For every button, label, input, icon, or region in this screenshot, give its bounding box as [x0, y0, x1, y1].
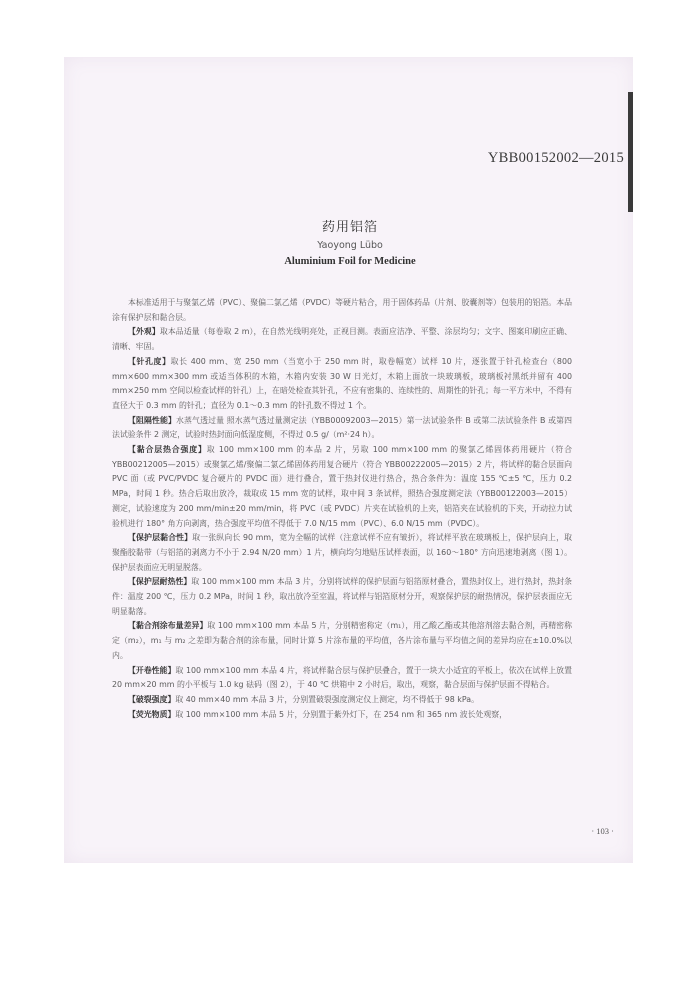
intro-paragraph: 本标准适用于与聚氯乙烯（PVC）、聚偏二氯乙烯（PVDC）等硬片粘合，用于固体药品（片剂、胶囊剂等）包装用的铝箔。本品涂有保护层和黏合层。	[112, 298, 572, 322]
section-coating-variation: 【黏合剂涂布量差异】取 100 mm×100 mm 本品 5 片，分别精密称定（m₁），用乙酸乙酯或其他溶剂溶去黏合剂，再精密称定（m₂），m₁ 与 m₂ 之差即为黏合剂的涂布量，同时计算 5 片涂布量的平均值，各片涂布量与平均值之间的差异均应在±10.0%以内。	[112, 621, 572, 660]
section-appearance: 【外观】取本品适量（每卷取 2 m），在自然光线明亮处，正视目测。表面应洁净、平整、涂层均匀；文字、图案印刷应正确、清晰、牢固。	[112, 327, 572, 352]
title-english: Aluminium Foil for Medicine	[284, 256, 416, 267]
title-chinese: 药用铝箔	[321, 220, 378, 235]
page-number: · 103 ·	[591, 826, 614, 836]
title-pinyin: Yaoyong Lübo	[317, 240, 383, 251]
section-protective-adhesion: 【保护层黏合性】取一张纵向长 90 mm，宽为全幅的试样（注意试样不应有皱折），将试样平放在玻璃板上，保护层向上，取聚酯胶黏带（与铝箔的剥离力不小于 2.94 N/20 mm）1 片，横向均匀地贴压试样表面，以 160～180° 方向迅速地剥离（图 1）。保护层表面应无明显脱落。	[112, 533, 572, 572]
section-burst-strength: 【破裂强度】取 40 mm×40 mm 本品 3 片，分别置破裂强度测定仪上测定，均不得低于 98 kPa。	[128, 694, 479, 704]
section-pinhole: 【针孔度】取长 400 mm、宽 250 mm（当宽小于 250 mm 时，取卷幅宽）试样 10 片，逐张置于针孔检查台（800 mm×600 mm×300 mm 或适当体积的木箱，木箱内安装 30 W 日光灯，木箱上面放一块玻璃板，玻璃板衬黑纸并留有 400 mm×250 mm 空间以检查试样的针孔）上，在暗处检查其针孔，不应有密集的、连续性的、周期性的针孔；每一平方米中，不得有直径大于 0.3 mm 的针孔；直径为 0.1～0.3 mm 的针孔数不得过 1 个。	[112, 356, 572, 410]
document-code: YBB00152002—2015	[487, 150, 624, 166]
section-protective-heat: 【保护层耐热性】取 100 mm×100 mm 本品 3 片，分别将试样的保护层面与铝箔原材叠合，置热封仪上，进行热封，热封条件：温度 200 ℃，压力 0.2 MPa，时间 1 秒，取出放冷至室温，将试样与铝箔原材分开，观察保护层的耐热情况，保护层表面应无明显黏落。	[112, 577, 572, 616]
section-barrier: 【阻隔性能】水蒸气透过量 照水蒸气透过量测定法（YBB00092003—2015）第一法试验条件 B 或第二法试验条件 B 或第四法试验条件 2 测定，试验时热封面向低湿度侧，不得过 0.5 g/（m²·24 h）。	[112, 415, 572, 440]
scan-edge-shadow	[628, 92, 633, 212]
body-text	[112, 296, 572, 722]
section-heat-seal-strength: 【黏合层热合强度】取 100 mm×100 mm 的本品 2 片，另取 100 mm×100 mm 的聚氯乙烯固体药用硬片（符合 YBB00212005—2015）或聚氯乙烯/聚偏二氯乙烯固体药用复合硬片（符合 YBB00222005—2015）2 片，将试样的黏合层面向 PVC 面（或 PVC/PVDC 复合硬片的 PVDC 面）进行叠合，置于热封仪进行热合，热合条件为：温度 155 ℃±5 ℃，压力 0.2 MPa，时间 1 秒。热合后取出放冷，裁取成 15 mm 宽的试样，取中间 3 条试样，照热合强度测定法（YBB00122003—2015）测定，试验速度为 200 mm/min±20 mm/min，将 PVC（或 PVDC）片夹在试验机的上夹，铝箔夹在试验机的下夹，开动拉力试验机进行 180° 角方向剥离，热合强度平均值不得低于 7.0 N/15 mm（PVC）、6.0 N/15 mm（PVDC）。	[112, 445, 572, 528]
title-block	[0, 218, 700, 270]
section-fluorescence: 【荧光物质】取 100 mm×100 mm 本品 5 片，分别置于紫外灯下，在 254 nm 和 365 nm 波长处观察，	[128, 709, 508, 719]
section-unwinding: 【开卷性能】取 100 mm×100 mm 本品 4 片，将试样黏合层与保护层叠合，置于一块大小适宜的平板上，依次在试样上放置 20 mm×20 mm 的小平板与 1.0 kg 砝码（图 2），于 40 ℃ 烘箱中 2 小时后，取出，观察，黏合层面与保护层面不得粘合。	[112, 665, 572, 690]
